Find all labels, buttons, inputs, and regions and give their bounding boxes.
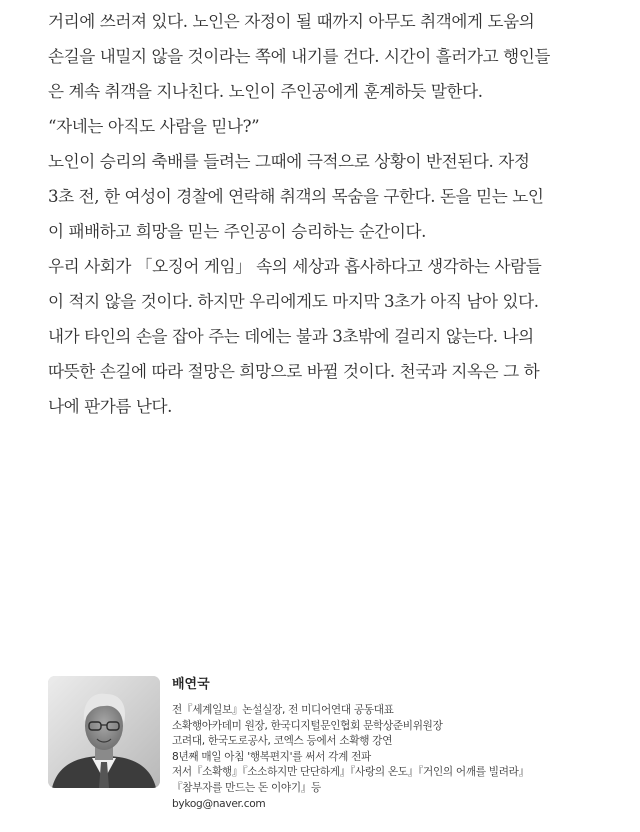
article-line: 거리에 쓰러져 있다. 노인은 자정이 될 때까지 아무도 취객에게 도움의 (48, 12, 535, 31)
article-quote-line: “자네는 아직도 사람을 믿나?” (48, 117, 260, 136)
article-line: 우리 사회가 「오징어 게임」 속의 세상과 흡사하다고 생각하는 사람들 (48, 257, 542, 276)
author-bio-line: 고려대, 한국도로공사, 코엑스 등에서 소확행 강연 (172, 735, 393, 748)
article-line: 노인이 승리의 축배를 들려는 그때에 극적으로 상황이 반전된다. 자정 (48, 152, 530, 171)
article-line: 내가 타인의 손을 잡아 주는 데에는 불과 3초밖에 걸리지 않는다. 나의 (48, 327, 534, 346)
author-info (172, 676, 602, 812)
article-line: 따뜻한 손길에 따라 절망은 희망으로 바뀔 것이다. 천국과 지옥은 그 하 (48, 362, 540, 381)
article-line: 손길을 내밀지 않을 것이라는 쪽에 내기를 건다. 시간이 흘러가고 행인들 (48, 47, 551, 66)
author-bio-line: 전『세계일보』논설실장, 전 미디어연대 공동대표 (172, 704, 394, 716)
author-bio-line: 8년째 매일 아침 '행복편지'를 써서 각계 전파 (172, 750, 371, 763)
article-line: 이 적지 않을 것이다. 하지만 우리에게도 마지막 3초가 아직 남아 있다. (48, 292, 539, 311)
article-line: 은 계속 취객을 지나친다. 노인이 주인공에게 훈계하듯 말한다. (48, 82, 483, 101)
article-line: 3초 전, 한 여성이 경찰에 연락해 취객의 목숨을 구한다. 돈을 믿는 노인 (48, 187, 544, 206)
author-photo (48, 676, 160, 788)
author-email: bykog@naver.com (172, 797, 266, 810)
author-bio-line: 『참부자를 만드는 돈 이야기』등 (172, 781, 321, 794)
author-bio-line: 저서『소확행』『소소하지만 단단하게』『사랑의 온도』『거인의 어깨를 빌려라』 (172, 766, 529, 779)
article-line: 나에 판가름 난다. (48, 397, 173, 416)
article-body (48, 4, 596, 424)
article-line: 이 패배하고 희망을 믿는 주인공이 승리하는 순간이다. (48, 222, 426, 241)
author-bio-line: 소확행아카데미 원장, 한국디지털문인협회 문학상준비위원장 (172, 719, 443, 732)
author-name: 배연국 (172, 677, 210, 692)
author-box (48, 676, 596, 826)
